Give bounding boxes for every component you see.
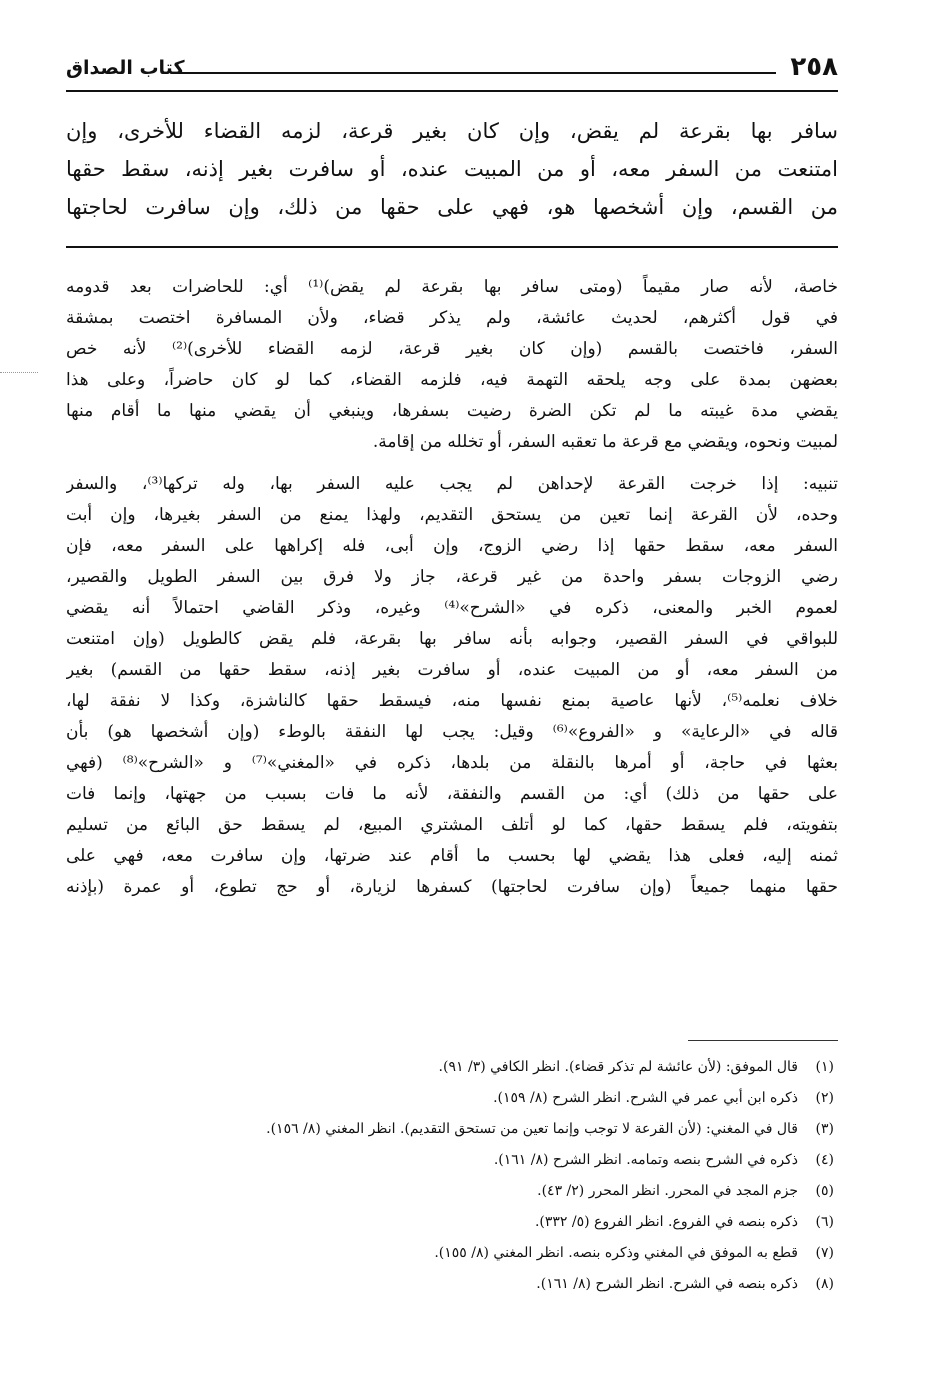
commentary-line: يقضي مدة غيبته ما لم تكن الضرة رضيت بسفرها، وينبغي أن يقضي منها ما أقام منها [66,401,838,421]
commentary-line: ثمنه إليه، فعلى هذا يقضي لها بحسب ما أقام عند ضرتها، وإن سافرت معه، فهي على [66,846,838,866]
footnote-text: ذكره بنصه في الشرح. انظر الشرح (٨/ ١٦١). [536,1276,798,1292]
commentary-line: وحده، لأن القرعة إنما تعين من يستحق التقديم، ولهذا يمنع من السفر بغيرها، وإن أبت [66,505,838,525]
footnote-number: (٨) [815,1276,834,1292]
commentary-line: على حقها من ذلك) أي: من القسم والنفقة، لأنه ما فات بسبب من جهتها، وإنما فات [66,784,838,804]
footnote-number: (٣) [815,1121,834,1137]
commentary-line: قاله في «الرعاية» و «الفروع»⁽⁶⁾ وقيل: يجب لها النفقة بالوطء (وإن أشخصها هو) بأن [66,722,838,742]
footnote [66,1269,838,1300]
footnote-text: ذكره في الشرح بنصه وتمامه. انظر الشرح (٨/ ١٦١). [493,1152,798,1168]
commentary-line: بعضهن بمدة على وجه يلحقه التهمة فيه، فلزمه القضاء، كما لو كان حاضراً، وعلى هذا [66,370,838,390]
footnote-number: (٦) [815,1214,834,1230]
footnote-text: قال الموفق: (لأن عائشة لم تذكر قضاء). انظر الكافي (٣/ ٩١). [438,1059,798,1075]
book-title: كتاب الصداق [66,57,185,79]
footnote [66,1083,838,1114]
footnote-text: قال في المغني: (لأن القرعة لا توجب وإنما تعين من تستحق التقديم). انظر المغني (٨/ ١٥٦). [266,1121,798,1137]
commentary-line: من السفر معه، أو من المبيت عنده، أو سافرت بغير إذنه، سقط حقها من القسم) بغير [66,660,838,680]
main-text-separator [66,246,838,248]
matn-line: سافر بها بقرعة لم يقض، وإن كان بغير قرعة، لزمه القضاء للأخرى، وإن [66,119,838,143]
header-underline [66,90,838,92]
commentary-text [66,272,838,903]
matn-line: من القسم، وإن أشخصها هو، فهي على حقها من ذلك، وإن سافرت لحاجتها [66,195,838,219]
footnote-number: (٥) [815,1183,834,1199]
page-number: ٢٥٨ [790,52,838,82]
commentary-line: في قول أكثرهم، لحديث عائشة، ولم يذكر قضاء، ولأن المسافرة اختصت بمشقة [66,308,838,328]
footnote-text: قطع به الموفق في المغني وذكره بنصه. انظر المغني (٨/ ١٥٥). [434,1245,798,1261]
commentary-line: حقها منهما جميعاً (وإن سافرت لحاجتها) كسفرها لزيارة، أو حج تطوع، أو عمرة (بإذنه [66,877,838,897]
margin-mark [0,372,38,374]
footnote [66,1145,838,1176]
commentary-line: للبواقي في السفر القصير، وجوابه بأنه سافر بها بقرعة، فلم يقض كالطويل (وإن امتنعت [66,629,838,649]
commentary-line: لمبيت ونحوه، ويقضي مع قرعة ما تعقبه السفر، أو تخلله من إقامة. [372,432,838,452]
footnote-separator [688,1040,838,1041]
matn-line: امتنعت من السفر معه، أو من المبيت عنده، أو سافرت بغير إذنه، سقط حقها [66,157,838,181]
header-rule [174,72,776,74]
footnotes [66,1052,838,1300]
footnote [66,1207,838,1238]
footnote [66,1176,838,1207]
footnote-text: ذكره بنصه في الفروع. انظر الفروع (٥/ ٣٣٢). [534,1214,798,1230]
commentary-line: السفر، فاختصت بالقسم (وإن كان بغير قرعة، لزمه القضاء للأخرى)⁽²⁾ لأنه خص [66,339,838,359]
commentary-line: بعثها في حاجة، أو أمرها بالنقلة من بلدها، ذكره في «المغني»⁽⁷⁾ و «الشرح»⁽⁸⁾ (فهي [66,753,838,773]
footnote-text: جزم المجد في المحرر. انظر المحرر (٢/ ٤٣). [537,1183,798,1199]
commentary-line: بتفويته، فلم يسقط حقها، كما لو أتلف المشتري المبيع، لم يسقط حق البائع من تسليم [66,815,838,835]
footnote-number: (١) [815,1059,834,1075]
commentary-line: لعموم الخبر والمعنى، ذكره في «الشرح»⁽⁴⁾ وغيره، وذكر القاضي احتمالاً أنه يقضي [66,598,838,618]
commentary-line: السفر معه، سقط حقها إذا رضي الزوج، وإن أبى، فله إكراهها على السفر معه، فإن [66,536,838,556]
commentary-line: رضي الزوجات بسفر واحدة من غير قرعة، جاز ولا فرق بين السفر الطويل والقصير، [66,567,838,587]
page-header [66,50,838,94]
footnote-text: ذكره ابن أبي عمر في الشرح. انظر الشرح (٨/ ١٥٩). [493,1090,798,1106]
main-text [66,112,838,226]
footnote [66,1238,838,1269]
footnote-number: (٤) [815,1152,834,1168]
footnote-number: (٧) [815,1245,834,1261]
footnote [66,1052,838,1083]
footnote [66,1114,838,1145]
footnote-number: (٢) [815,1090,834,1106]
commentary-line: خلاف نعلمه⁽⁵⁾، لأنها عاصية بمنع نفسها منه، فيسقط حقها كالناشزة، وكذا لا نفقة لها، [66,691,838,711]
commentary-line: تنبيه: إذا خرجت القرعة لإحداهن لم يجب عليه السفر بها، وله تركها⁽³⁾، والسفر [66,474,838,494]
commentary-line: خاصة، لأنه صار مقيماً (ومتى سافر بها بقرعة لم يقض)⁽¹⁾ أي: للحاضرات بعد قدومه [66,277,838,297]
